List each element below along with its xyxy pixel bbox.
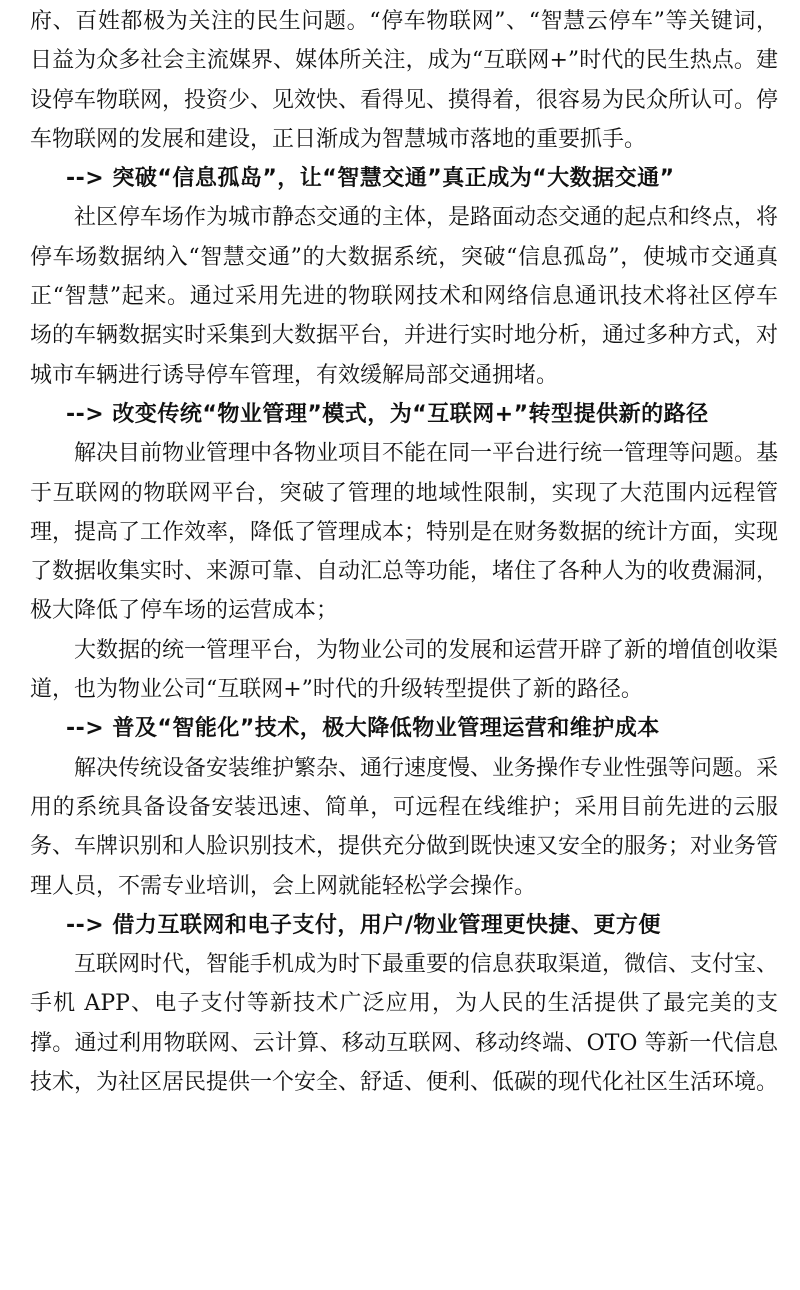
section-heading: --> 借力互联网和电子支付，用户/物业管理更快捷、更方便 <box>66 912 661 938</box>
body-paragraph: 大数据的统一管理平台，为物业公司的发展和运营开辟了新的增值创收渠道，也为物业公司“互联网+”时代的升级转型提供了新的路径。 <box>30 637 779 703</box>
body-paragraph: 解决传统设备安装维护繁杂、通行速度慢、业务操作专业性强等问题。采用的系统具备设备安装迅速、简单，可远程在线维护；采用目前先进的云服务、车牌识别和人脸识别技术，提供充分做到既快速又安全的服务；对业务管理人员，不需专业培训，会上网就能轻松学会操作。 <box>30 755 779 899</box>
section-heading: --> 突破“信息孤岛”，让“智慧交通”真正成为“大数据交通” <box>66 166 675 192</box>
section-heading: --> 普及“智能化”技术，极大降低物业管理运营和维护成本 <box>66 716 660 742</box>
body-paragraph: 府、百姓都极为关注的民生问题。“停车物联网”、“智慧云停车”等关键词，日益为众多社会主流媒界、媒体所关注，成为“互联网+”时代的民生热点。建设停车物联网，投资少、见效快、看得见、摸得着，很容易为民众所认可。停车物联网的发展和建设，正日渐成为智慧城市落地的重要抓手。 <box>30 9 779 152</box>
body-paragraph: 解决目前物业管理中各物业项目不能在同一平台进行统一管理等问题。基于互联网的物联网平台，突破了管理的地域性限制，实现了大范围内远程管理，提高了工作效率，降低了管理成本；特别是在财务数据的统计方面，实现了数据收集实时、来源可靠、自动汇总等功能，堵住了各种人为的收费漏洞，极大降低了停车场的运营成本； <box>30 441 779 624</box>
body-paragraph: 社区停车场作为城市静态交通的主体，是路面动态交通的起点和终点，将停车场数据纳入“智慧交通”的大数据系统，突破“信息孤岛”，使城市交通真正“智慧”起来。通过采用先进的物联网技术和网络信息通讯技术将社区停车场的车辆数据实时采集到大数据平台，并进行实时地分析，通过多种方式，对城市车辆进行诱导停车管理，有效缓解局部交通拥堵。 <box>30 205 779 388</box>
body-paragraph: 互联网时代，智能手机成为时下最重要的信息获取渠道，微信、支付宝、手机 APP、电子支付等新技术广泛应用，为人民的生活提供了最完美的支撑。通过利用物联网、云计算、移动互联网、移动终端、OTO 等新一代信息技术，为社区居民提供一个安全、舒适、便利、低碳的现代化社区生活环境。 <box>30 952 779 1096</box>
section-heading: --> 改变传统“物业管理”模式，为“互联网+”转型提供新的路径 <box>66 401 709 427</box>
